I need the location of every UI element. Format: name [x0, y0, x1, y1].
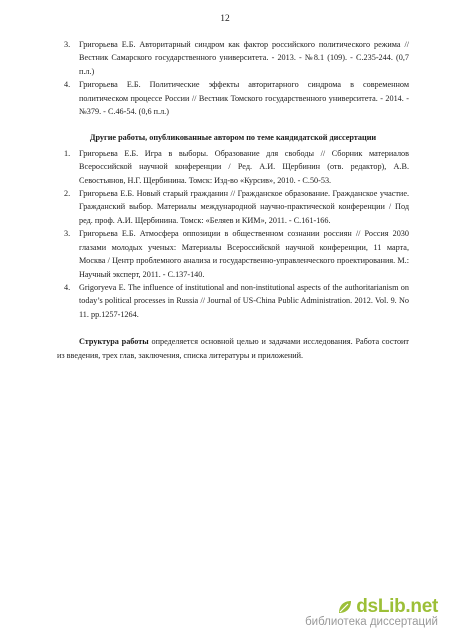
structure-term: Структура работы: [79, 337, 149, 347]
watermark-tagline: библиотека диссертаций: [305, 616, 438, 628]
watermark-logo: [305, 596, 438, 618]
section-heading: Другие работы, опубликованные автором по теме кандидатской диссертации: [89, 133, 377, 143]
list-item-text: Григорьева Е.Б. Атмосфера оппозиции в общественном сознании россиян // Россия 2030 глазами молодых ученых: Материалы Всероссийской научной конференции, 11 марта, Москва / Центр проблемного анализа и государственно-управленческого проектирования. М.: Научный эксперт, 2011. - С.137-140.: [79, 229, 409, 279]
list-item-text: Григорьева Е.Б. Игра в выборы. Образование для свободы // Сборник материалов Всероссийской научной конференции / Ред. А.И. Щербинин (отв. редактор), А.В. Севостьянов, Н.Г. Щербинина. Томск: Изд-во «Курсив», 2010. - С.50-53.: [79, 148, 409, 185]
list-item-number: 1.: [64, 148, 71, 158]
dslib-leaf-logo-icon: [337, 599, 353, 615]
list-item: [57, 187, 409, 227]
page-number: 12: [220, 14, 230, 24]
watermark-brand: dsLib.net: [356, 596, 438, 617]
list-item-number: 2.: [64, 189, 71, 199]
list-item: [57, 281, 409, 321]
structure-text: определяется основной целью и задачами исследования. Работа состоит из введения, трех глав, заключения, списка литературы и приложений.: [57, 337, 409, 360]
list-item-text: Григорьева Е.Б. Новый старый гражданин // Гражданское образование. Гражданское участие. Гражданский выбор. Материалы международной научно-практической конференции / Под ред. проф. А.И. Щербинина. Томск: «Беляев и КИМ», 2011. - С.161-166.: [79, 189, 409, 225]
list-item-number: 4.: [64, 282, 71, 292]
list-item: [57, 38, 409, 78]
list-item: [57, 78, 409, 118]
document-body: [57, 38, 409, 362]
watermark: [305, 596, 438, 628]
list-item-number: 4.: [64, 80, 71, 90]
list-item-text: Григорьева Е.Б. Политические эффекты авторитарного синдрома в современном политическом процессе России // Вестник Томского государственного университета. - 2014. - №379. - С.46-54. (0,6 п.л.): [79, 80, 409, 117]
list-item: [57, 227, 409, 281]
list-item: [57, 147, 409, 187]
list-item-number: 3.: [64, 40, 71, 49]
structure-paragraph: [57, 335, 409, 362]
list-item-text: Grigoryeva E. The influence of institutional and non-institutional aspects of the authoritarianism on today’s political processes in Russia // Journal of US-China Public Administration. 2012. Vol. 9. No 11. pp.1257-1264.: [79, 282, 409, 319]
list-item-text: Григорьева Е.Б. Авторитарный синдром как фактор российского политического режима // Вестник Самарского государственного университета. - 2013. - №8.1 (109). - С.235-244. (0,7 п.л.): [79, 40, 409, 76]
list-item-number: 3.: [64, 229, 71, 239]
